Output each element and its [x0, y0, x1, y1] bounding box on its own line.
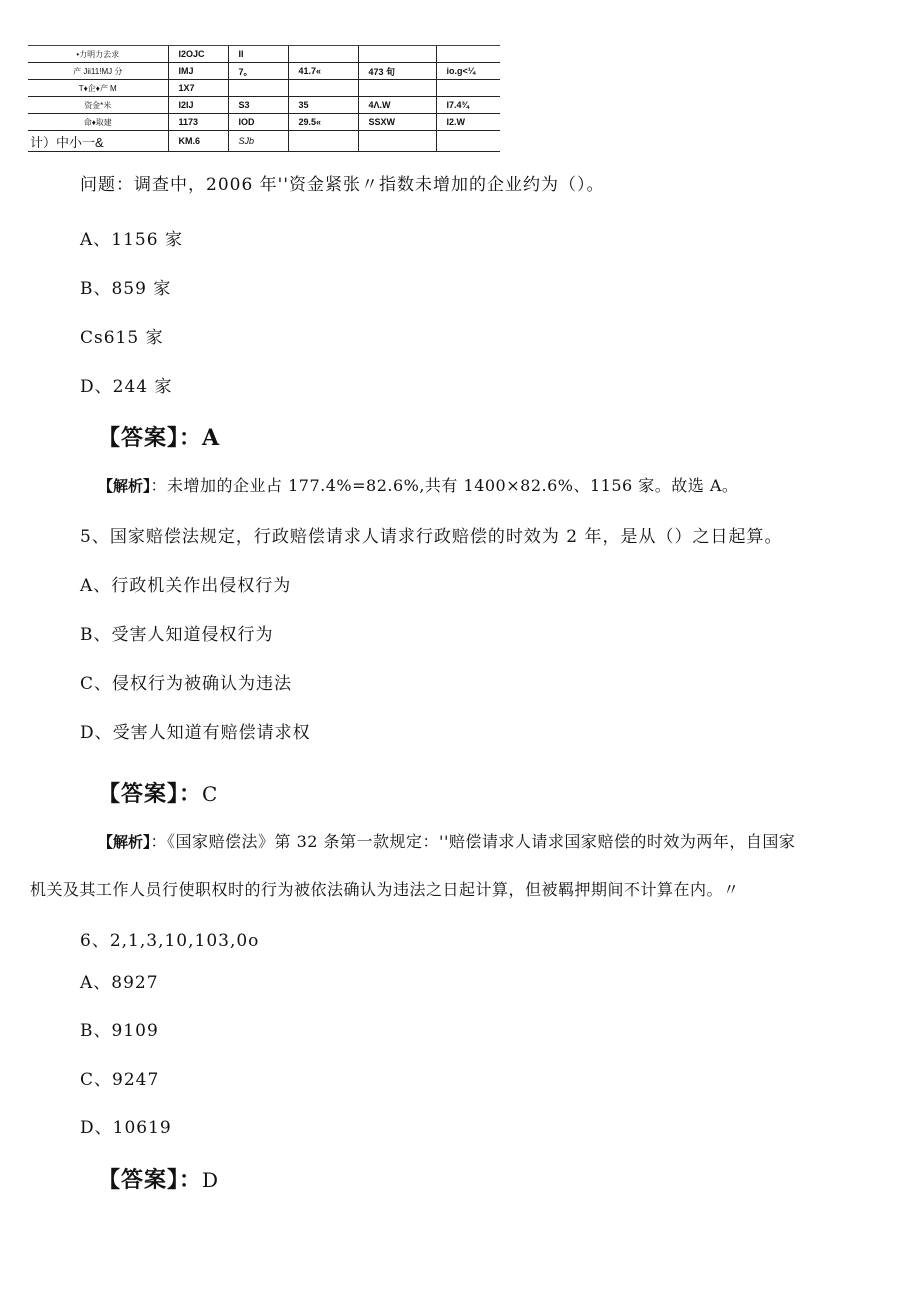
table-cell [288, 80, 358, 97]
table-cell: IOD [228, 114, 288, 131]
table-row-label: •力明力去求 [28, 46, 168, 63]
q4-answer-value: A [202, 425, 221, 451]
table-cell [436, 46, 500, 63]
table-cell [436, 131, 500, 152]
q5-analysis-line1 [98, 829, 795, 852]
table-row [28, 131, 500, 152]
table-cell [436, 80, 500, 97]
table-cell: I7.4¾ [436, 97, 500, 114]
table-cell: 35 [288, 97, 358, 114]
q5-analysis-line2: 机关及其工作人员行使职权时的行为被依法确认为违法之日起计算，但被羁押期间不计算在内。〃 [30, 880, 740, 899]
q4-answer [98, 421, 220, 452]
table-row [28, 46, 500, 63]
table-cell: io.g<¼ [436, 63, 500, 80]
q4-option-a: A、1156 家 [80, 230, 183, 250]
q6-question: 6、2,1,3,10,103,0o [80, 931, 260, 951]
table-row [28, 114, 500, 131]
q6-option-a: A、8927 [80, 973, 159, 993]
data-table [28, 45, 500, 152]
q4-question: 问题：调查中，2006 年''资金紧张〃指数未增加的企业约为（）。 [80, 175, 605, 195]
table-cell: SSXW [358, 114, 436, 131]
table-cell [288, 131, 358, 152]
table-row-label: T♦企♦产 M [28, 80, 168, 97]
q5-answer-value: C [202, 782, 219, 806]
data-table-container [28, 45, 500, 152]
q4-analysis-text: ：未增加的企业占 177.4%=82.6%,共有 1400×82.6%、1156 家。故选 A。 [150, 476, 739, 495]
table-cell: 4Λ.W [358, 97, 436, 114]
table-cell: I2IJ [168, 97, 228, 114]
table-cell: 473 旬 [358, 63, 436, 80]
q5-answer-label: 【答案】： [98, 782, 203, 807]
q6-answer-label: 【答案】： [98, 1168, 203, 1193]
table-cell: 7。 [228, 63, 288, 80]
q5-answer [98, 777, 218, 808]
table-cell: KM.6 [168, 131, 228, 152]
q5-option-d: D、受害人知道有赔偿请求权 [80, 723, 311, 743]
q6-option-d: D、10619 [80, 1118, 172, 1138]
q6-answer [98, 1163, 219, 1194]
table-row-label: 命♦取建 [28, 114, 168, 131]
q4-option-d: D、244 家 [80, 377, 173, 397]
q5-option-b: B、受害人知道侵权行为 [80, 625, 274, 645]
table-row [28, 80, 500, 97]
table-row-label: 计）中小一& [28, 131, 168, 152]
q6-option-c: C、9247 [80, 1070, 160, 1090]
table-row [28, 63, 500, 80]
table-cell: 1173 [168, 114, 228, 131]
q6-answer-value: D [202, 1168, 220, 1192]
q5-analysis-tag: 【解析】 [98, 833, 151, 851]
table-cell: II [228, 46, 288, 63]
q5-option-a: A、行政机关作出侵权行为 [80, 576, 292, 596]
table-cell [358, 131, 436, 152]
q4-answer-label: 【答案】： [98, 426, 203, 451]
q4-option-c: Cs615 家 [80, 328, 164, 348]
table-row-label: 资金*米 [28, 97, 168, 114]
table-cell [358, 80, 436, 97]
table-cell: 29.5« [288, 114, 358, 131]
table-cell [358, 46, 436, 63]
table-cell: S3 [228, 97, 288, 114]
table-cell [228, 80, 288, 97]
table-cell: IMJ [168, 63, 228, 80]
table-row [28, 97, 500, 114]
q4-analysis [98, 473, 738, 496]
table-cell: SJb [228, 131, 288, 152]
q4-analysis-tag: 【解析】 [98, 477, 151, 495]
q5-option-c: C、侵权行为被确认为违法 [80, 674, 293, 694]
q6-option-b: B、9109 [80, 1021, 159, 1041]
table-cell: I2OJC [168, 46, 228, 63]
q5-question: 5、国家赔偿法规定，行政赔偿请求人请求行政赔偿的时效为 2 年，是从（）之日起算。 [80, 527, 783, 547]
table-cell: I2.W [436, 114, 500, 131]
table-body [28, 46, 500, 152]
table-cell [288, 46, 358, 63]
table-cell: 41.7« [288, 63, 358, 80]
q5-analysis-text-1: ：《国家赔偿法》第 32 条第一款规定：''赔偿请求人请求国家赔偿的时效为两年，自国家 [150, 832, 796, 851]
table-row-label: 产 Jii11!MJ 分 [28, 63, 168, 80]
q4-option-b: B、859 家 [80, 279, 172, 299]
table-cell: 1X7 [168, 80, 228, 97]
